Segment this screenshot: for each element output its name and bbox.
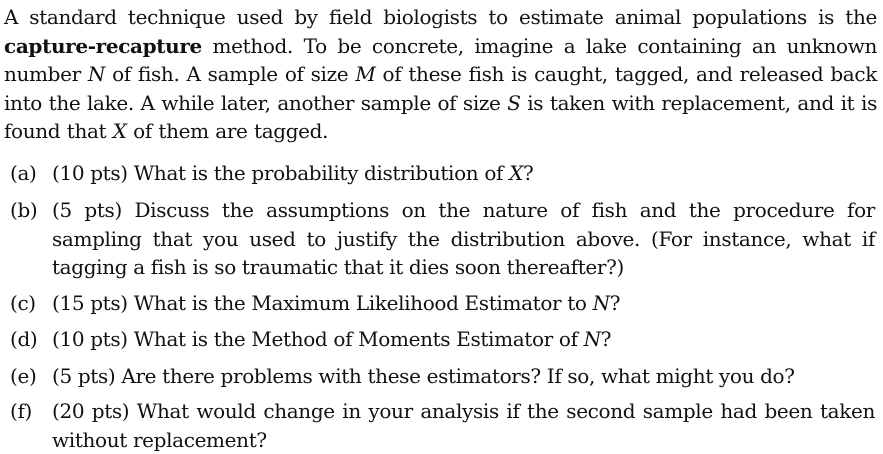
question-d-label: (d) — [10, 327, 38, 351]
question-e — [10, 362, 875, 391]
capture-recapture-term: capture-recapture — [4, 33, 202, 58]
variable-N: N — [87, 62, 106, 87]
intro-text-1: A standard technique used by field biologists to estimate animal populations is the — [4, 5, 877, 29]
question-f-label: (f) — [10, 399, 32, 423]
question-b — [10, 196, 875, 282]
question-c — [10, 289, 875, 318]
variable-N: N — [583, 327, 601, 351]
variable-S: S — [507, 90, 521, 115]
question-d — [10, 325, 875, 354]
question-b-label: (b) — [10, 198, 38, 222]
question-e-label: (e) — [10, 364, 37, 388]
question-f — [10, 397, 875, 454]
question-f-text: (20 pts) What would change in your analysis if the second sample had been taken without replacement? — [52, 399, 875, 452]
question-b-text: (5 pts) Discuss the assumptions on the nature of fish and the procedure for sampling that you used to justify the distribution above. (For instance, what if tagging a fish is so traumatic that it dies soon thereafter?) — [52, 198, 875, 280]
intro-text-6: of them are tagged. — [126, 119, 329, 144]
question-a — [10, 159, 875, 188]
question-e-text: (5 pts) Are there problems with these estimators? If so, what might you do? — [52, 364, 795, 388]
intro-text-2: method. To be concrete, imagine a lake containing an unknown number — [4, 33, 877, 87]
intro-paragraph — [4, 3, 877, 146]
question-a-text: (10 pts) What is the probability distribution of X? — [52, 161, 534, 185]
question-c-text: (15 pts) What is the Maximum Likelihood Estimator to N? — [52, 291, 621, 315]
question-d-text: (10 pts) What is the Method of Moments Estimator of N? — [52, 327, 612, 351]
intro-text-4: of these fish is caught, tagged, and released back into the lake. A while later, another sample of size — [4, 62, 877, 115]
variable-M: M — [355, 62, 376, 87]
question-c-label: (c) — [10, 291, 36, 315]
variable-X: X — [112, 119, 127, 144]
question-a-label: (a) — [10, 161, 37, 185]
intro-text-5: is taken with replacement, and it is found that — [4, 90, 878, 144]
intro-text-3: of fish. A sample of size — [105, 62, 356, 87]
variable-N: N — [592, 291, 610, 315]
variable-X: X — [509, 161, 523, 185]
